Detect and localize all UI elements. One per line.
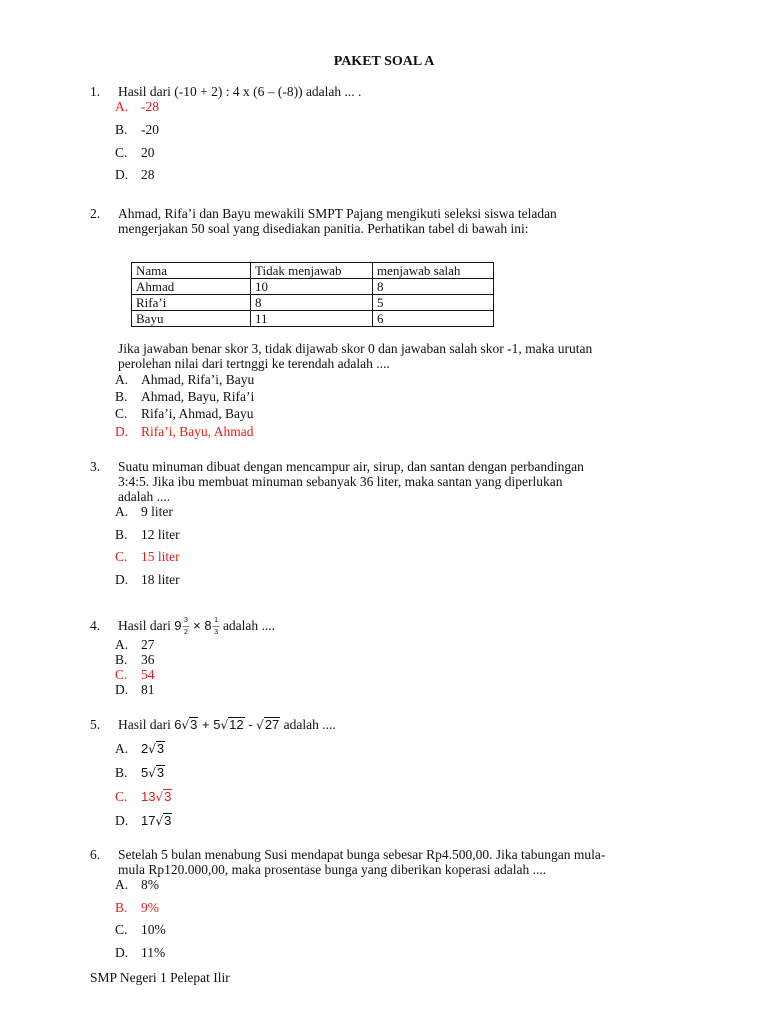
question-2 <box>90 206 690 236</box>
option-c: C. 54 <box>115 667 155 682</box>
table-cell: 10 <box>251 279 373 295</box>
table-header: menjawab salah <box>373 263 494 279</box>
table-cell: 11 <box>251 311 373 327</box>
question-text-line-1: Ahmad, Rifa’i dan Bayu mewakili SMPT Pajang mengikuti seleksi siswa teladan <box>118 206 557 221</box>
option-c: C. 10% <box>115 922 166 937</box>
question-number: 5. <box>90 717 101 732</box>
radical-expression: 6√3 + 5√12 - √27 <box>174 717 280 732</box>
option-d: D. 17√3 <box>115 813 172 828</box>
question-number: 6. <box>90 847 101 862</box>
table-header: Tidak menjawab <box>251 263 373 279</box>
option-c: C. 20 <box>115 145 155 160</box>
question-number: 1. <box>90 84 101 99</box>
option-d: D. 18 liter <box>115 572 180 587</box>
option-a: A. -28 <box>115 99 159 114</box>
question-text-line-2: mengerjakan 50 soal yang disediakan panitia. Perhatikan tabel di bawah ini: <box>118 221 529 236</box>
option-a: A. 2√3 <box>115 741 165 756</box>
option-b: B. -20 <box>115 122 159 137</box>
table-cell: Rifa’i <box>132 295 251 311</box>
question-text: Hasil dari 9 3 — 2 × 8 1 — 3 adalah .... <box>118 617 276 636</box>
option-b: B. 9% <box>115 900 159 915</box>
table-cell: 5 <box>373 295 494 311</box>
question-text: Hasil dari 6√3 + 5√12 - √27 adalah .... <box>118 717 336 732</box>
question-4 <box>90 618 690 636</box>
question-6 <box>90 847 690 877</box>
table-cell: Bayu <box>132 311 251 327</box>
table-cell: 8 <box>373 279 494 295</box>
question-1 <box>90 84 690 99</box>
question-text-line-1: Setelah 5 bulan menabung Susi mendapat bunga sebesar Rp4.500,00. Jika tabungan mula- <box>118 847 606 862</box>
option-d: D. 81 <box>115 682 155 697</box>
table-header-row <box>132 263 494 279</box>
option-b: B. 5√3 <box>115 765 165 780</box>
score-table <box>131 262 494 327</box>
option-b: B. Ahmad, Bayu, Rifa’i <box>115 389 255 404</box>
school-footer: SMP Negeri 1 Pelepat Ilir <box>90 970 230 985</box>
option-c: C. 15 liter <box>115 549 180 564</box>
option-a: A. Ahmad, Rifa’i, Bayu <box>115 372 255 387</box>
question-number: 2. <box>90 206 101 221</box>
question-text-line-4: perolehan nilai dari tertnggi ke terendah adalah .... <box>118 356 390 371</box>
table-row <box>132 311 494 327</box>
question-text-line-3: adalah .... <box>118 489 171 504</box>
option-a: A. 27 <box>115 637 155 652</box>
question-text: Hasil dari (-10 + 2) : 4 x (6 – (-8)) adalah ... . <box>118 84 362 99</box>
option-b: B. 12 liter <box>115 527 180 542</box>
option-d: D. Rifa’i, Bayu, Ahmad <box>115 424 254 439</box>
table-row <box>132 295 494 311</box>
option-a: A. 9 liter <box>115 504 173 519</box>
question-text-line-1: Suatu minuman dibuat dengan mencampur air, sirup, dan santan dengan perbandingan <box>118 459 584 474</box>
question-5 <box>90 717 690 733</box>
option-d: D. 28 <box>115 167 155 182</box>
exponent-expression: 9 3 — 2 × 8 1 — 3 <box>174 617 220 636</box>
option-d: D. 11% <box>115 945 166 960</box>
table-cell: Ahmad <box>132 279 251 295</box>
question-3 <box>90 459 690 504</box>
question-text-line-2: 3:4:5. Jika ibu membuat minuman sebanyak 36 liter, maka santan yang diperlukan <box>118 474 563 489</box>
table-row <box>132 279 494 295</box>
option-c: C. Rifa’i, Ahmad, Bayu <box>115 406 254 421</box>
option-c: C. 13√3 <box>115 789 172 804</box>
question-number: 4. <box>90 618 101 633</box>
question-text-line-2: mula Rp120.000,00, maka prosentase bunga yang diberikan koperasi adalah .... <box>118 862 547 877</box>
table-cell: 6 <box>373 311 494 327</box>
table-header: Nama <box>132 263 251 279</box>
table-cell: 8 <box>251 295 373 311</box>
question-2-followup <box>118 341 718 371</box>
option-b: B. 36 <box>115 652 155 667</box>
question-number: 3. <box>90 459 101 474</box>
option-a: A. 8% <box>115 877 159 892</box>
page-title: PAKET SOAL A <box>333 54 435 69</box>
question-text-line-3: Jika jawaban benar skor 3, tidak dijawab skor 0 dan jawaban salah skor -1, maka urutan <box>118 341 593 356</box>
